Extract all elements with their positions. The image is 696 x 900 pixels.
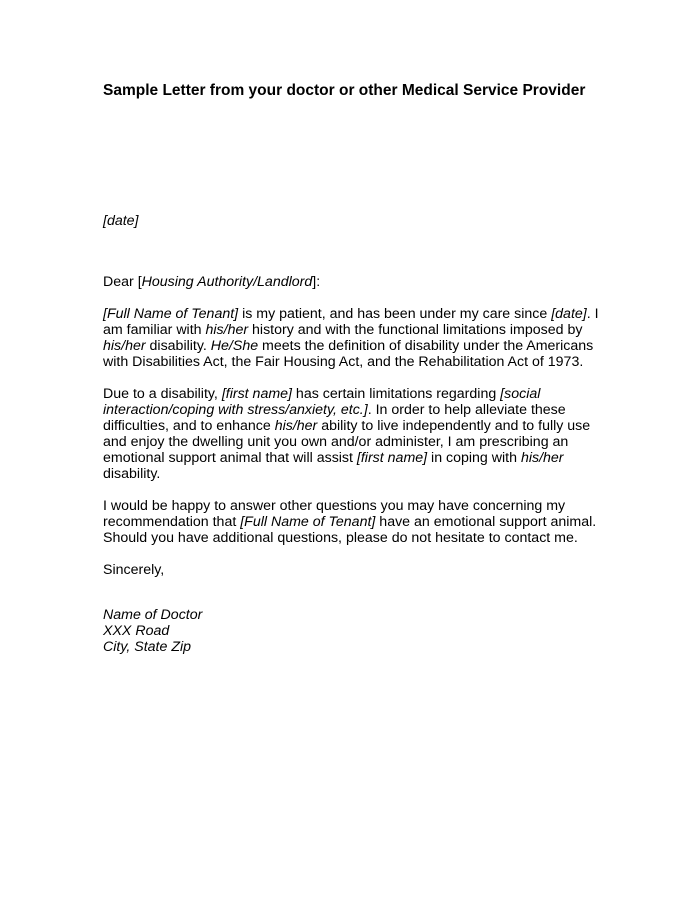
paragraph-2: [103, 386, 593, 482]
letter-title: Sample Letter from your doctor or other Medical Service Provider: [103, 82, 586, 99]
recipient: Housing Authority/Landlord: [141, 274, 313, 290]
p2-line-1: Due to a disability, [first name] has certain limitations regarding [social: [103, 386, 541, 402]
p1-line-4: with Disabilities Act, the Fair Housing Act, and the Rehabilitation Act of 1973.: [103, 354, 584, 370]
p2-line-4: and enjoy the dwelling unit you own and/or administer, I am prescribing an: [103, 434, 569, 450]
doctor-city: City, State Zip: [103, 639, 192, 655]
paragraph-3: [103, 498, 597, 546]
p2-line-2: interaction/coping with stress/anxiety, etc.]. In order to help alleviate these: [103, 402, 566, 418]
p2-line-5: emotional support animal that will assist [first name] in coping with his/her: [103, 450, 564, 466]
doctor-name: Name of Doctor: [103, 607, 203, 623]
p1-line-3: his/her disability. He/She meets the definition of disability under the Americans: [103, 338, 594, 354]
p2-line-6: disability.: [103, 466, 161, 482]
signature-block: [103, 607, 593, 655]
paragraph-1: [103, 306, 599, 370]
p1-line-1: [Full Name of Tenant] is my patient, and has been under my care since [date]. I: [103, 306, 599, 322]
p3-line-2: recommendation that [Full Name of Tenant] have an emotional support animal.: [103, 514, 597, 530]
letter-date: [date]: [103, 213, 139, 229]
p1-line-2: am familiar with his/her history and with the functional limitations imposed by: [103, 322, 583, 338]
p2-line-3: difficulties, and to enhance his/her ability to live independently and to fully use: [103, 418, 591, 434]
p3-line-3: Should you have additional questions, please do not hesitate to contact me.: [103, 530, 578, 546]
doctor-road: XXX Road: [103, 623, 170, 639]
salutation: Dear [Housing Authority/Landlord]:: [103, 274, 321, 290]
letter-body: [103, 274, 599, 655]
closing: Sincerely,: [103, 562, 165, 578]
p3-line-1: I would be happy to answer other questions you may have concerning my: [103, 498, 566, 514]
